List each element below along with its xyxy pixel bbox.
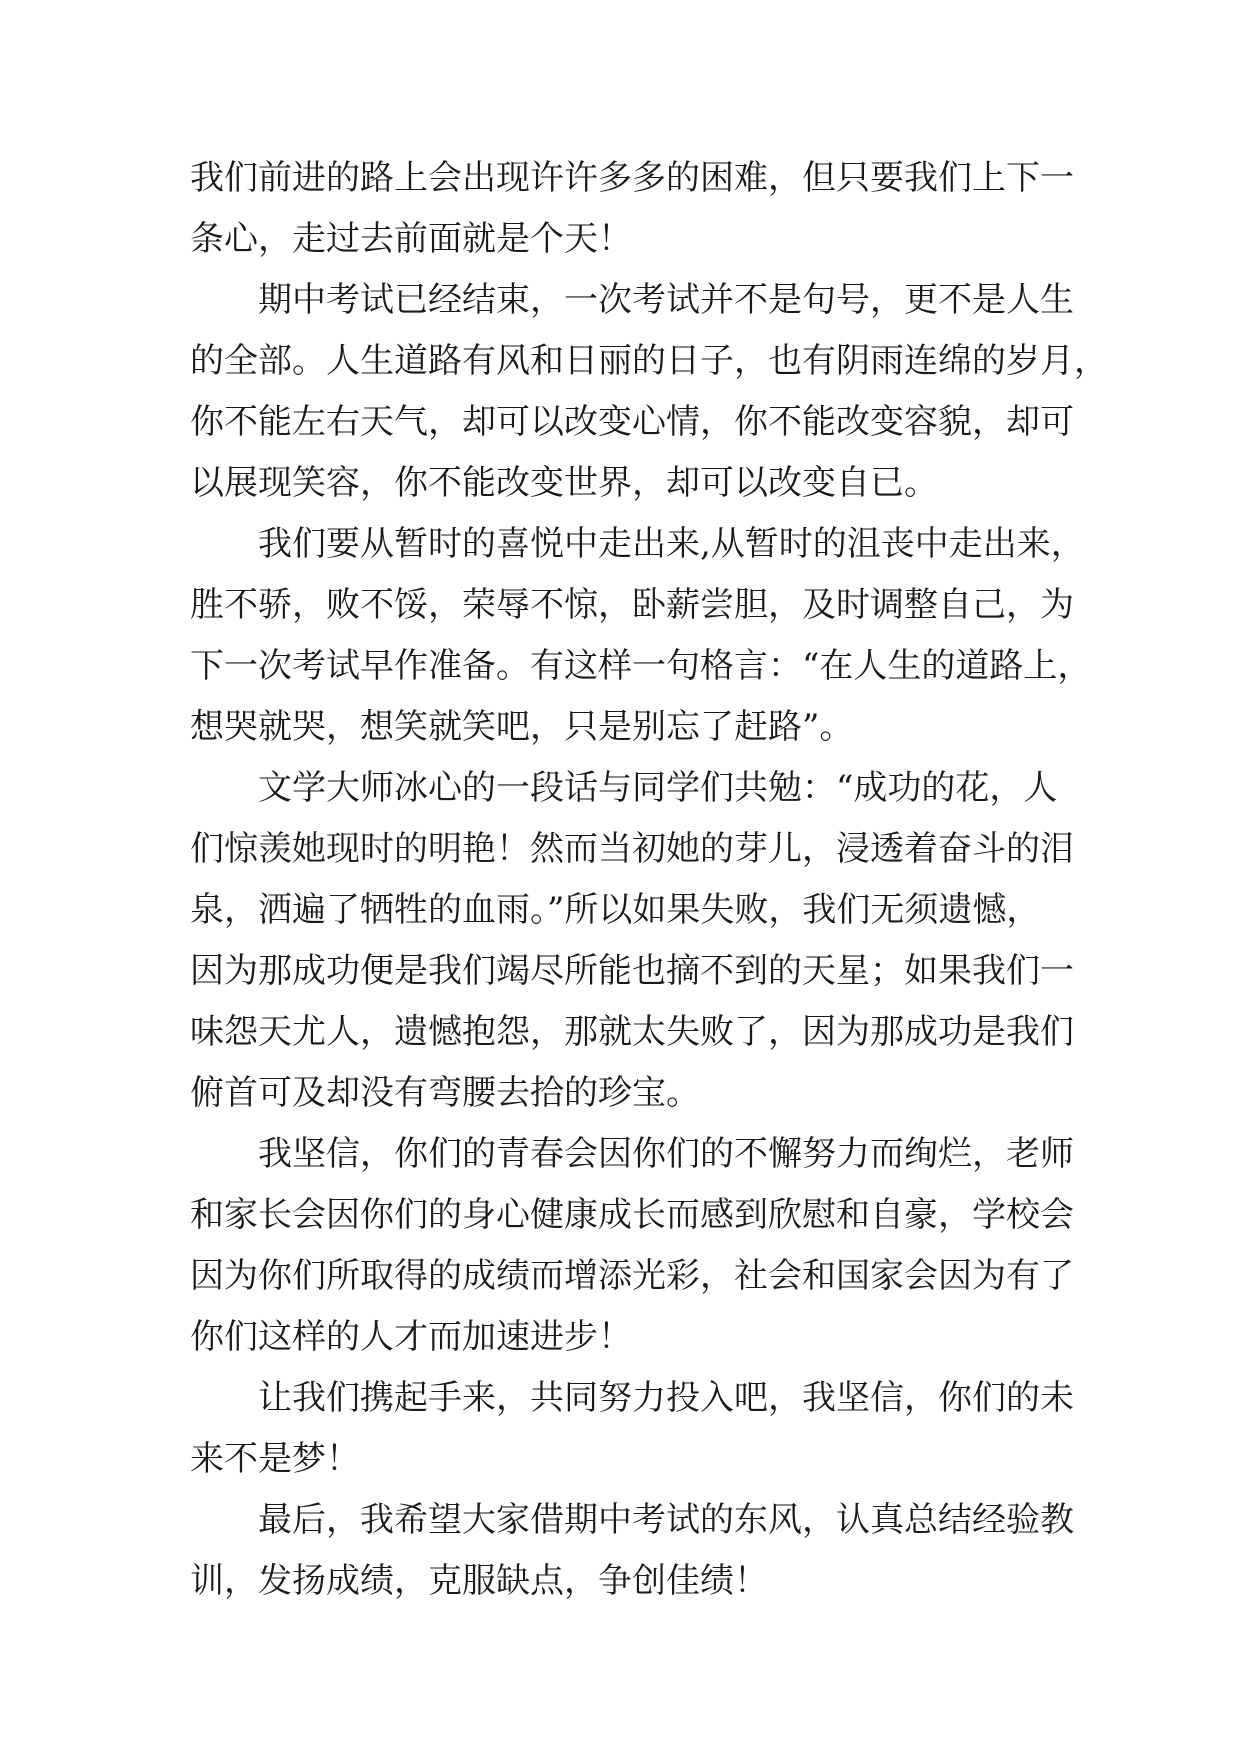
text-line: 泉，洒遍了牺牲的血雨。”所以如果失败，我们无须遗憾，: [190, 890, 1041, 930]
paragraph-first-line: 让我们携起手来，共同努力投入吧，我坚信，你们的未: [258, 1378, 1074, 1418]
paragraph-first-line: 文学大师冰心的一段话与同学们共勉：“成功的花，人: [258, 768, 1058, 808]
text-line: 想哭就哭，想笑就笑吧，只是别忘了赶路”。: [190, 707, 854, 747]
text-line: 来不是梦！: [190, 1439, 360, 1479]
document-body: [190, 148, 1108, 1612]
text-line: 你不能左右天气，却可以改变心情，你不能改变容貌，却可: [190, 402, 1074, 442]
text-line: 味怨天尤人，遗憾抱怨，那就太失败了，因为那成功是我们: [190, 1012, 1074, 1052]
text-line: 的全部。人生道路有风和日丽的日子，也有阴雨连绵的岁月，: [190, 341, 1108, 381]
text-line: 俯首可及却没有弯腰去拾的珍宝。: [190, 1073, 700, 1113]
paragraph-first-line: 我们要从暂时的喜悦中走出来,从暂时的沮丧中走出来，: [258, 524, 1085, 564]
text-line: 以展现笑容，你不能改变世界，却可以改变自已。: [190, 463, 938, 503]
text-line: 因为那成功便是我们竭尽所能也摘不到的天星；如果我们一: [190, 951, 1074, 991]
text-line: 我们前进的路上会出现许许多多的困难，但只要我们上下一: [190, 158, 1074, 198]
text-line: 胜不骄，败不馁，荣辱不惊，卧薪尝胆，及时调整自己，为: [190, 585, 1074, 625]
text-line: 下一次考试早作准备。有这样一句格言：“在人生的道路上，: [190, 646, 1092, 686]
text-line: 你们这样的人才而加速进步！: [190, 1317, 632, 1357]
text-line: 训，发扬成绩，克服缺点，争创佳绩！: [190, 1561, 768, 1601]
text-line: 因为你们所取得的成绩而增添光彩，社会和国家会因为有了: [190, 1256, 1074, 1296]
text-line: 们惊羡她现时的明艳！然而当初她的芽儿，浸透着奋斗的泪: [190, 829, 1074, 869]
paragraph-first-line: 我坚信，你们的青春会因你们的不懈努力而绚烂，老师: [258, 1134, 1074, 1174]
paragraph-first-line: 期中考试已经结束，一次考试并不是句号，更不是人生: [258, 280, 1074, 320]
text-line: 条心，走过去前面就是个天！: [190, 219, 632, 259]
text-line: 和家长会因你们的身心健康成长而感到欣慰和自豪，学校会: [190, 1195, 1074, 1235]
paragraph-first-line: 最后，我希望大家借期中考试的东风，认真总结经验教: [258, 1500, 1074, 1540]
